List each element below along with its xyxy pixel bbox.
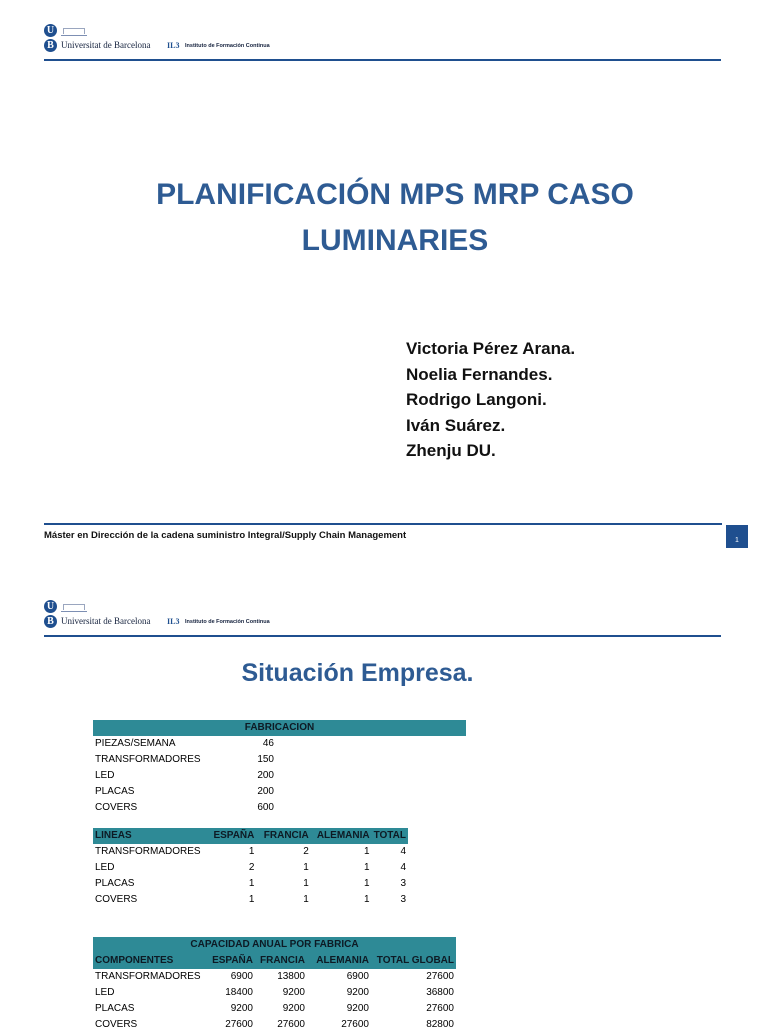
table-title: CAPACIDAD ANUAL POR FABRICA	[93, 937, 456, 953]
il3-logo: IL3	[167, 41, 180, 50]
row-value: 150	[257, 754, 274, 765]
column-header: COMPONENTES	[93, 953, 205, 969]
row-value: 200	[257, 786, 274, 797]
header-rule	[44, 635, 721, 637]
row-value: 200	[257, 770, 274, 781]
fabricacion-table	[93, 720, 466, 816]
header-logos	[44, 24, 344, 58]
page-number: 1	[726, 525, 748, 548]
row-label: TRANSFORMADORES	[95, 754, 201, 765]
cell: 1	[364, 846, 370, 857]
cell: 6900	[230, 971, 253, 982]
cell: LED	[95, 862, 115, 873]
column-header: TOTAL	[372, 828, 408, 844]
table-row	[93, 892, 408, 908]
cell: 1	[248, 846, 255, 857]
author-name: Zhenju DU.	[406, 441, 496, 460]
cell: 27600	[426, 971, 454, 982]
cell: TRANSFORMADORES	[95, 971, 201, 982]
table-title-row	[93, 937, 456, 953]
table-header: FABRICACION	[93, 720, 466, 736]
row-value: 600	[257, 802, 274, 813]
cell: 9200	[230, 1003, 253, 1014]
university-name: Universitat de Barcelona	[61, 40, 151, 50]
cell: LED	[95, 987, 115, 998]
table-row	[93, 1017, 456, 1033]
row-label: PIEZAS/SEMANA	[95, 738, 176, 749]
cell: 9200	[282, 1003, 305, 1014]
table-row	[93, 860, 408, 876]
cell: 1	[364, 878, 370, 889]
presentation-title	[90, 172, 700, 264]
cell: COVERS	[95, 894, 138, 905]
table-row	[93, 985, 456, 1001]
ub-building-icon	[61, 603, 87, 612]
column-header: LINEAS	[93, 828, 208, 844]
cell: 1	[248, 878, 255, 889]
capacidad-table	[93, 937, 456, 1033]
column-header: ESPAÑA	[208, 828, 257, 844]
column-header: FRANCIA	[256, 828, 310, 844]
cell: 27600	[426, 1003, 454, 1014]
table-row	[93, 800, 466, 816]
table-header-row	[93, 828, 408, 844]
cell: 4	[400, 846, 406, 857]
cell: 27600	[225, 1019, 253, 1030]
cell: 27600	[341, 1019, 369, 1030]
author-name: Victoria Pérez Arana.	[406, 339, 576, 358]
ub-logo-u-icon: U	[44, 600, 57, 613]
cell: 3	[400, 894, 406, 905]
il3-name: Instituto de Formación Continua	[185, 619, 270, 625]
cell: COVERS	[95, 1019, 138, 1030]
table-row	[93, 752, 466, 768]
author-name: Noelia Fernandes.	[406, 364, 553, 384]
cell: 9200	[346, 1003, 369, 1014]
table-row	[93, 768, 466, 784]
slide-2	[0, 585, 768, 1030]
header-rule	[44, 59, 721, 61]
author-name: Rodrigo Langoni.	[406, 390, 547, 409]
table-row	[93, 1001, 456, 1017]
cell: 9200	[346, 987, 369, 998]
footer-program: Máster en Dirección de la cadena suministro Integral/Supply Chain Management	[44, 530, 407, 541]
cell: PLACAS	[95, 1003, 135, 1014]
cell: 18400	[225, 987, 253, 998]
cell: 2	[248, 862, 255, 873]
cell: 4	[400, 862, 406, 873]
table-header-row	[93, 720, 466, 736]
cell: 9200	[282, 987, 305, 998]
author-name: Iván Suárez.	[406, 415, 506, 435]
table-row	[93, 784, 466, 800]
cell: 3	[400, 878, 406, 889]
table-row	[93, 736, 466, 752]
column-header: ALEMANIA	[311, 828, 372, 844]
table-row	[93, 844, 408, 860]
cell: 1	[364, 862, 370, 873]
table-row	[93, 876, 408, 892]
column-header: ALEMANIA	[307, 953, 371, 969]
column-header: TOTAL GLOBAL	[371, 953, 456, 969]
il3-logo: IL3	[167, 617, 180, 626]
ub-logo-b-icon: B	[44, 39, 57, 52]
cell: 27600	[277, 1019, 305, 1030]
il3-name: Instituto de Formación Continua	[185, 43, 270, 49]
row-label: LED	[95, 770, 115, 781]
title-line-1: PLANIFICACIÓN MPS MRP CASO	[156, 178, 634, 211]
row-label: COVERS	[95, 802, 138, 813]
title-line-2: LUMINARIES	[301, 224, 489, 257]
cell: 2	[303, 846, 309, 857]
row-value: 46	[262, 738, 274, 749]
cell: 1	[248, 894, 255, 905]
cell: 13800	[277, 971, 305, 982]
lineas-table	[93, 828, 408, 908]
cell: 82800	[426, 1019, 454, 1030]
row-label: PLACAS	[95, 786, 135, 797]
table-row	[93, 969, 456, 985]
university-name: Universitat de Barcelona	[61, 616, 151, 626]
table-header-row	[93, 953, 456, 969]
cell: 1	[303, 862, 309, 873]
cell: 1	[364, 894, 370, 905]
ub-logo-b-icon: B	[44, 615, 57, 628]
ub-logo-u-icon: U	[44, 24, 57, 37]
cell: PLACAS	[95, 878, 135, 889]
column-header: ESPAÑA	[205, 953, 255, 969]
author-list	[406, 336, 575, 464]
cell: 6900	[346, 971, 369, 982]
ub-building-icon	[61, 27, 87, 36]
header-logos	[44, 600, 344, 634]
cell: 1	[303, 878, 309, 889]
section-title: Situación Empresa.	[241, 659, 474, 687]
cell: TRANSFORMADORES	[95, 846, 201, 857]
footer-rule	[44, 523, 722, 525]
column-header: FRANCIA	[255, 953, 307, 969]
cell: 36800	[426, 987, 454, 998]
cell: 1	[303, 894, 309, 905]
